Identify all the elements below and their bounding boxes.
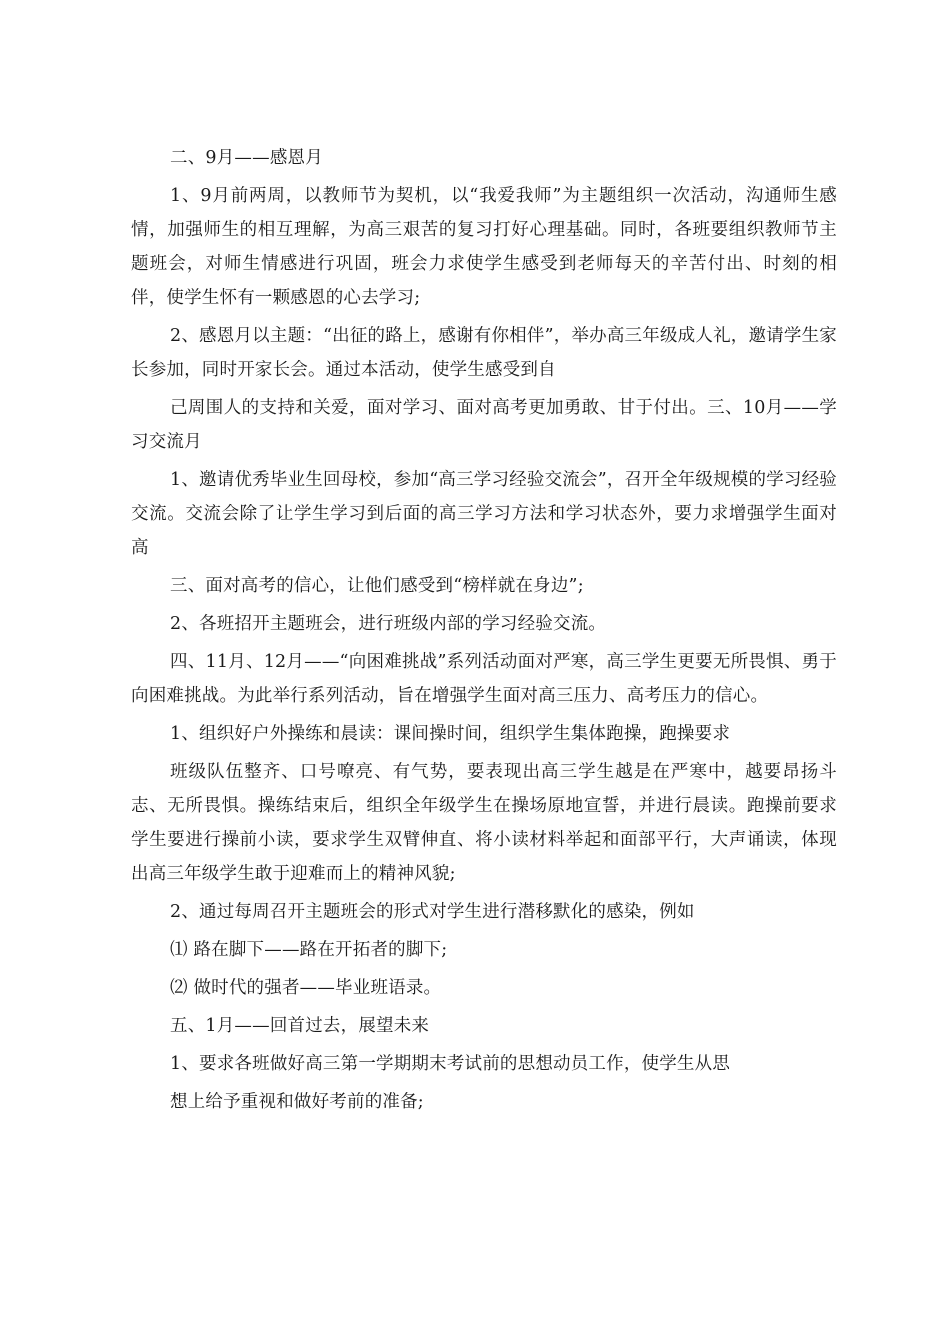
section-heading-november-december: 四、11月、12月——“向困难挑战”系列活动面对严寒，高三学生更要无所畏惧、勇于向困难挑战。为此举行系列活动，旨在增强学生面对高三压力、高考压力的信心。	[131, 652, 837, 706]
list-item: ⑵ 做时代的强者——毕业班语录。	[170, 978, 442, 998]
paragraph: 想上给予重视和做好考前的准备;	[170, 1092, 424, 1112]
paragraph: 2、各班招开主题班会，进行班级内部的学习经验交流。	[170, 614, 607, 634]
section-heading-january: 五、1月——回首过去，展望未来	[170, 1016, 430, 1036]
paragraph: 班级队伍整齐、口号嘹亮、有气势，要表现出高三学生越是在严寒中，越要昂扬斗志、无所畏惧。操练结束后，组织全年级学生在操场原地宣誓，并进行晨读。跑操前要求学生要进行操前小读，要求学生双臂伸直、将小读材料举起和面部平行，大声诵读，体现出高三年级学生敢于迎难而上的精神风貌;	[131, 762, 837, 884]
paragraph: 2、通过每周召开主题班会的形式对学生进行潜移默化的感染，例如	[170, 902, 695, 922]
paragraph: 三、面对高考的信心，让他们感受到“榜样就在身边”;	[170, 576, 584, 596]
paragraph: 1、9月前两周，以教师节为契机，以“我爱我师”为主题组织一次活动，沟通师生感情，加强师生的相互理解，为高三艰苦的复习打好心理基础。同时，各班要组织教师节主题班会，对师生情感进行巩固，班会力求使学生感受到老师每天的辛苦付出、时刻的相伴，使学生怀有一颗感恩的心去学习;	[131, 186, 837, 308]
section-heading-september: 二、9月——感恩月	[170, 148, 323, 168]
document-body	[131, 141, 837, 1123]
paragraph: 1、要求各班做好高三第一学期期末考试前的思想动员工作，使学生从思	[170, 1054, 731, 1074]
paragraph: 1、组织好户外操练和晨读：课间操时间，组织学生集体跑操，跑操要求	[170, 724, 731, 744]
paragraph: 1、邀请优秀毕业生回母校，参加“高三学习经验交流会”，召开全年级规模的学习经验交流。交流会除了让学生学习到后面的高三学习方法和学习状态外，要力求增强学生面对高	[131, 470, 837, 558]
paragraph: 己周围人的支持和关爱，面对学习、面对高考更加勇敢、甘于付出。三、10月——学习交流月	[131, 398, 837, 452]
paragraph: 2、感恩月以主题：“出征的路上，感谢有你相伴”，举办高三年级成人礼，邀请学生家长参加，同时开家长会。通过本活动，使学生感受到自	[131, 326, 837, 380]
list-item: ⑴ 路在脚下——路在开拓者的脚下;	[170, 940, 448, 960]
